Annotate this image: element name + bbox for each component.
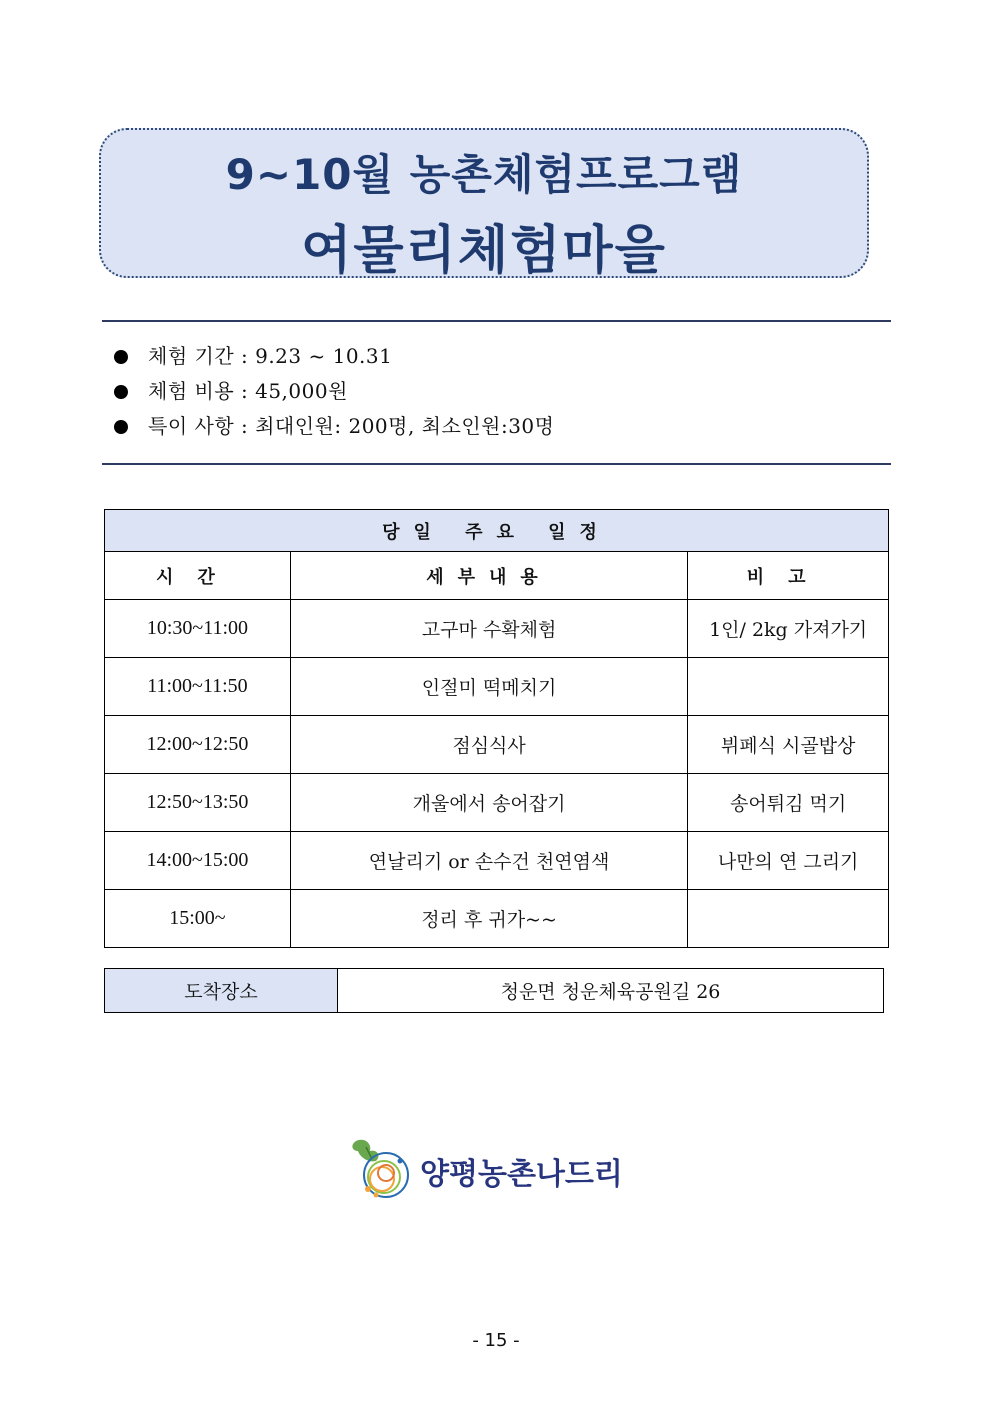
row-time: 14:00~15:00 bbox=[105, 832, 291, 890]
bottom-divider bbox=[102, 463, 891, 465]
row-time: 12:50~13:50 bbox=[105, 774, 291, 832]
info-item bbox=[112, 409, 554, 444]
row-time: 11:00~11:50 bbox=[105, 658, 291, 716]
row-note: 뷔페식 시골밥상 bbox=[688, 716, 889, 774]
row-note: 송어튀김 먹기 bbox=[688, 774, 889, 832]
page-number: - 15 - bbox=[472, 1330, 520, 1351]
row-note: 나만의 연 그리기 bbox=[688, 832, 889, 890]
title-line-1: 9~10월 농촌체험프로그램 bbox=[225, 150, 743, 199]
row-note: 1인/ 2kg 가져가기 bbox=[688, 600, 889, 658]
table-row bbox=[105, 832, 889, 890]
row-content: 점심식사 bbox=[290, 716, 687, 774]
row-content: 고구마 수확체험 bbox=[290, 600, 687, 658]
logo bbox=[346, 1135, 646, 1203]
row-content: 개울에서 송어잡기 bbox=[290, 774, 687, 832]
logo-text: 양평농촌나드리 bbox=[420, 1157, 623, 1192]
row-content: 정리 후 귀가~~ bbox=[290, 890, 687, 948]
info-item bbox=[112, 374, 554, 409]
logo-emblem-icon bbox=[346, 1135, 418, 1203]
title-line-2: 여물리체험마을 bbox=[301, 221, 667, 281]
arrival-address: 청운면 청운체육공원길 26 bbox=[338, 969, 884, 1013]
column-header-time: 시간 bbox=[105, 552, 291, 600]
row-time: 10:30~11:00 bbox=[105, 600, 291, 658]
row-note bbox=[688, 658, 889, 716]
row-content: 인절미 떡메치기 bbox=[290, 658, 687, 716]
table-row bbox=[105, 890, 889, 948]
row-content: 연날리기 or 손수건 천연염색 bbox=[290, 832, 687, 890]
bullet-icon bbox=[114, 420, 128, 434]
column-header-note: 비고 bbox=[688, 552, 889, 600]
info-item bbox=[112, 339, 554, 374]
info-list bbox=[112, 339, 554, 444]
schedule-heading: 당일 주요 일정 bbox=[105, 510, 889, 552]
row-time: 15:00~ bbox=[105, 890, 291, 948]
arrival-table bbox=[104, 968, 884, 1013]
table-row bbox=[105, 716, 889, 774]
top-divider bbox=[102, 320, 891, 322]
table-row bbox=[105, 658, 889, 716]
table-row bbox=[105, 600, 889, 658]
column-header-content: 세부내용 bbox=[290, 552, 687, 600]
bullet-icon bbox=[114, 385, 128, 399]
info-cost: 체험 비용 : 45,000원 bbox=[148, 379, 348, 403]
title-box bbox=[99, 128, 869, 281]
arrival-label: 도착장소 bbox=[105, 969, 338, 1013]
bullet-icon bbox=[114, 350, 128, 364]
info-period: 체험 기간 : 9.23 ~ 10.31 bbox=[148, 344, 393, 368]
schedule-table bbox=[104, 509, 889, 948]
row-note bbox=[688, 890, 889, 948]
table-row bbox=[105, 774, 889, 832]
row-time: 12:00~12:50 bbox=[105, 716, 291, 774]
info-notes: 특이 사항 : 최대인원: 200명, 최소인원:30명 bbox=[148, 414, 555, 438]
